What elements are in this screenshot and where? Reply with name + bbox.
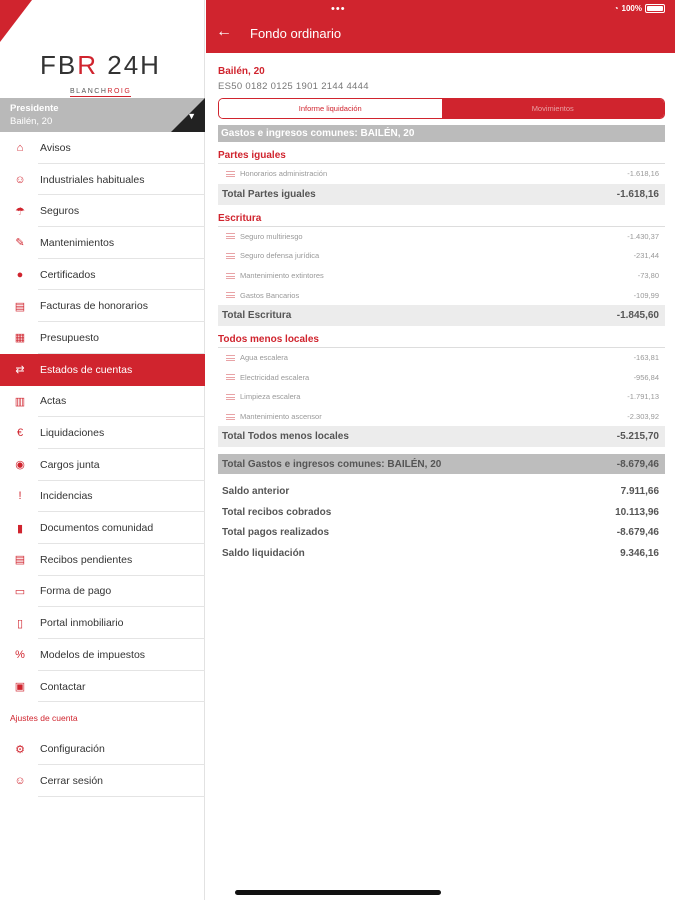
line-item-value: -956,84 (633, 372, 659, 382)
line-item-value: -231,44 (633, 251, 659, 261)
sidebar-item[interactable] (0, 227, 205, 259)
list-icon (226, 374, 235, 380)
battery-icon (645, 4, 665, 13)
line-item-left (226, 392, 300, 401)
property-iban: ES50 0182 0125 1901 2144 4444 (218, 81, 369, 92)
invoice-icon: ▤ (14, 300, 26, 313)
list-icon (226, 292, 235, 298)
settings-item-label: Configuración (40, 743, 105, 756)
sidebar-item-label: Estados de cuentas (40, 363, 133, 376)
receipt-icon: ▤ (14, 554, 26, 567)
line-item-label: Electricidad escalera (240, 372, 310, 382)
sidebar-item-label: Portal inmobiliario (40, 617, 124, 630)
back-arrow-icon[interactable]: ← (216, 23, 232, 40)
alert-icon: ! (18, 490, 22, 503)
line-item-label: Mantenimiento ascensor (240, 412, 322, 422)
sidebar-item-label: Presupuesto (40, 331, 99, 344)
user-selector[interactable] (0, 98, 205, 132)
line-item-label: Gastos Bancarios (240, 290, 300, 300)
summary-value: 7.911,66 (620, 486, 659, 498)
grand-total-value: -8.679,46 (616, 458, 659, 470)
list-icon (226, 253, 235, 259)
group-title: Escritura (218, 207, 665, 227)
user-circle-icon: ◉ (15, 459, 25, 472)
logo-text: FBR 24H (40, 50, 161, 80)
sidebar-item-label: Actas (40, 395, 67, 408)
sidebar-item[interactable] (0, 195, 205, 227)
corner-accent (0, 0, 32, 42)
line-item-left (226, 373, 309, 382)
sidebar-item[interactable] (0, 259, 205, 291)
grand-total-row (218, 454, 665, 474)
line-item[interactable] (218, 348, 665, 368)
line-item-value: -1.618,16 (627, 169, 659, 179)
line-item-value: -2.303,92 (627, 412, 659, 422)
sidebar-item[interactable] (0, 607, 205, 639)
document-icon: ▥ (14, 395, 26, 408)
logo (40, 50, 170, 98)
group-total-value: -1.845,60 (616, 309, 659, 321)
file-icon: ▮ (16, 522, 24, 535)
property-name: Bailén, 20 (218, 66, 265, 77)
home-icon: ⌂ (16, 141, 24, 154)
credit-card-icon: ▭ (14, 585, 26, 598)
line-item[interactable] (218, 285, 665, 305)
settings-section-header: Ajustes de cuenta (10, 712, 78, 723)
settings-item[interactable] (0, 765, 205, 797)
list-icon (226, 233, 235, 239)
sidebar-item-label: Cargos junta (40, 458, 100, 471)
line-item-label: Limpieza escalera (240, 392, 301, 402)
expense-groups (218, 144, 665, 447)
group-total-row (218, 305, 665, 326)
line-item-value: -73,80 (637, 271, 659, 281)
page-title: Fondo ordinario (250, 26, 342, 41)
wrench-icon: ✎ (15, 237, 25, 250)
summary-row (218, 543, 665, 564)
euro-icon: € (16, 427, 24, 440)
status-indicators (614, 4, 665, 13)
sidebar-item[interactable] (0, 290, 205, 322)
line-item[interactable] (218, 246, 665, 266)
tab-movimientos[interactable]: Movimientos (442, 99, 665, 118)
line-item-left (226, 353, 288, 362)
main-panel (206, 0, 675, 900)
summary-label: Saldo anterior (222, 486, 290, 498)
chevron-down-icon[interactable]: ▼ (187, 111, 196, 121)
multitasking-dots[interactable]: ••• (331, 3, 346, 15)
list-icon (226, 355, 235, 361)
line-item-value: -1.430,37 (627, 231, 659, 241)
certificate-icon: ● (16, 268, 24, 281)
line-item[interactable] (218, 407, 665, 427)
home-indicator[interactable] (235, 890, 441, 895)
sidebar-item[interactable] (0, 386, 205, 418)
line-item-label: Mantenimiento extintores (240, 271, 324, 281)
line-item-left (226, 251, 319, 260)
line-item[interactable] (218, 164, 665, 184)
sidebar-item[interactable] (0, 576, 205, 608)
sidebar-item-label: Avisos (40, 141, 71, 154)
sidebar-item-label: Industriales habituales (40, 173, 145, 186)
line-item[interactable] (218, 387, 665, 407)
group-total-label: Total Escritura (222, 309, 292, 321)
segmented-control (218, 98, 665, 119)
line-item-label: Seguro defensa jurídica (240, 251, 320, 261)
line-item-value: -163,81 (633, 353, 659, 363)
line-item-label: Seguro multiriesgo (240, 231, 303, 241)
report-content (218, 53, 665, 563)
summary-label: Total pagos realizados (222, 527, 330, 539)
line-item-label: Honorarios administración (240, 169, 328, 179)
sidebar-item[interactable] (0, 132, 205, 164)
sidebar-item-label: Contactar (40, 680, 86, 693)
sidebar-item[interactable] (0, 512, 205, 544)
settings-item-label: Cerrar sesión (40, 774, 104, 787)
wifi-icon: ◔ (613, 4, 619, 13)
line-item-left (226, 271, 324, 280)
group-title: Partes iguales (218, 144, 665, 164)
line-item[interactable] (218, 368, 665, 388)
summary-row (218, 481, 665, 502)
user-role: Presidente (10, 103, 59, 114)
sidebar-item[interactable] (0, 322, 205, 354)
tab-informe-liquidacion[interactable]: Informe liquidación (219, 99, 442, 118)
line-item-label: Agua escalera (240, 353, 288, 363)
summary-value: -8.679,46 (616, 527, 659, 539)
list-icon (226, 394, 235, 400)
umbrella-icon: ☂ (15, 205, 25, 218)
top-bar (206, 0, 675, 53)
sidebar-item[interactable] (0, 354, 205, 386)
group-title: Todos menos locales (218, 328, 665, 348)
group-total-label: Total Partes iguales (222, 188, 316, 200)
group-total-value: -1.618,16 (616, 188, 659, 200)
user-address: Bailén, 20 (10, 116, 53, 127)
sidebar-item-label: Documentos comunidad (40, 522, 154, 535)
line-item-value: -1.791,13 (627, 392, 659, 402)
sidebar-item-label: Certificados (40, 268, 96, 281)
line-item-left (226, 232, 303, 241)
sidebar-item[interactable] (0, 639, 205, 671)
sidebar-item[interactable] (0, 449, 205, 481)
group-total-value: -5.215,70 (616, 431, 659, 443)
balance-summary (218, 481, 665, 563)
line-item-left (226, 412, 322, 421)
sidebar-item-label: Seguros (40, 205, 80, 218)
sidebar-item-label: Incidencias (40, 490, 93, 503)
list-icon (226, 414, 235, 420)
group-total-row (218, 184, 665, 205)
summary-value: 10.113,96 (615, 506, 659, 518)
building-icon: ▯ (16, 617, 24, 630)
sidebar-item-label: Mantenimientos (40, 236, 115, 249)
sidebar-item-label: Facturas de honorarios (40, 300, 148, 313)
line-item-value: -109,99 (633, 290, 659, 300)
group-total-row (218, 426, 665, 447)
users-icon: ☺ (14, 173, 26, 186)
line-item-left (226, 291, 299, 300)
sidebar-item-label: Liquidaciones (40, 427, 105, 440)
summary-label: Saldo liquidación (222, 547, 305, 559)
line-item[interactable] (218, 266, 665, 286)
budget-icon: ▦ (14, 332, 26, 345)
sidebar-item[interactable] (0, 164, 205, 196)
logo-subtext: BLANCHROIG (70, 88, 132, 95)
sidebar-item-label: Forma de pago (40, 585, 112, 598)
sidebar-item[interactable] (0, 544, 205, 576)
sidebar-item-label: Recibos pendientes (40, 553, 133, 566)
sidebar-item[interactable] (0, 481, 205, 513)
line-item-left (226, 169, 327, 178)
grand-total-label: Total Gastos e ingresos comunes: BAILÉN, 20 (222, 458, 442, 470)
logout-users-icon: ☺ (14, 774, 26, 787)
gears-icon: ⚙ (15, 743, 25, 756)
sidebar-menu (0, 132, 205, 797)
summary-row (218, 502, 665, 523)
exchange-icon: ⇄ (15, 364, 25, 377)
line-item[interactable] (218, 227, 665, 247)
section-header: Gastos e ingresos comunes: BAILÉN, 20 (218, 125, 665, 142)
battery-percent: 100% (621, 4, 642, 13)
group-total-label: Total Todos menos locales (222, 431, 349, 443)
summary-label: Total recibos cobrados (222, 506, 332, 518)
sidebar (0, 0, 205, 900)
summary-row (218, 522, 665, 543)
percent-icon: % (15, 648, 25, 661)
summary-value: 9.346,16 (620, 547, 659, 559)
list-icon (226, 273, 235, 279)
contact-card-icon: ▣ (14, 681, 26, 694)
sidebar-item-label: Modelos de impuestos (40, 648, 146, 661)
list-icon (226, 171, 235, 177)
sidebar-item[interactable] (0, 671, 205, 703)
settings-item[interactable] (0, 733, 205, 765)
sidebar-item[interactable] (0, 417, 205, 449)
